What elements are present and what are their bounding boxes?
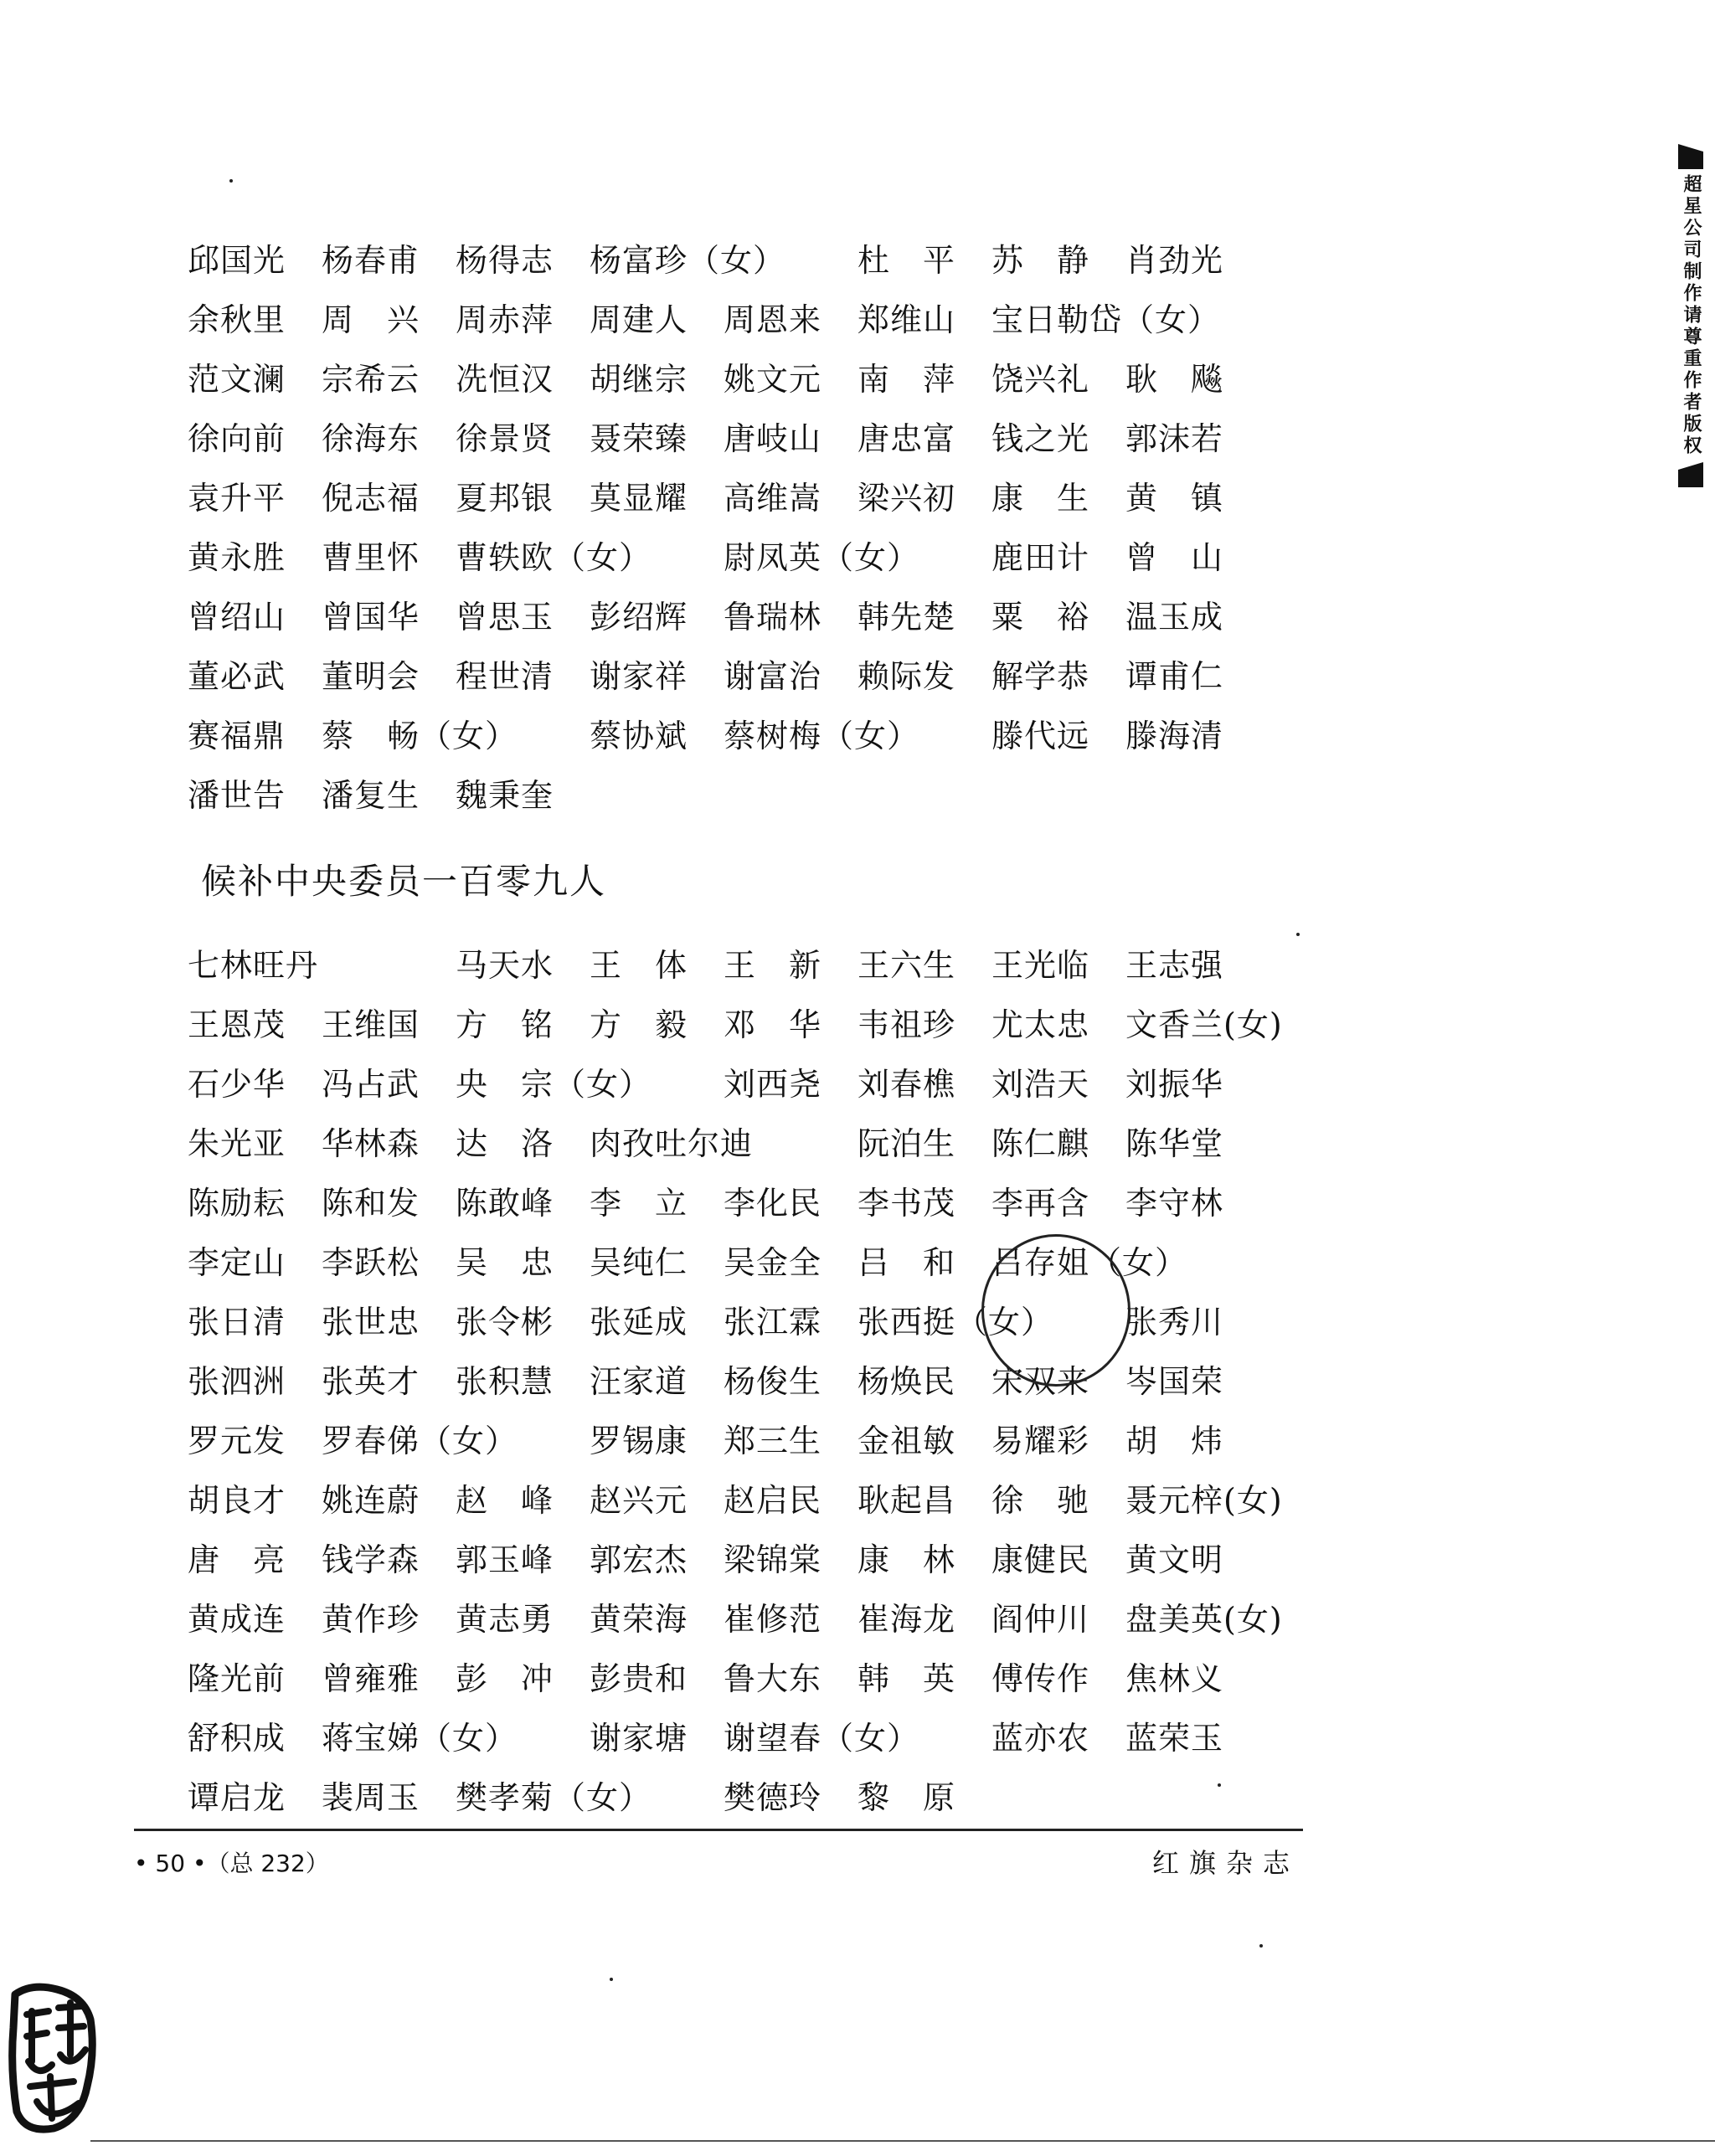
alternate-name-cell: 王恩茂 (188, 1006, 286, 1043)
scan-speck (1296, 933, 1300, 936)
alternate-name-cell: 吕存姐（女） (991, 1244, 1188, 1281)
alternate-name-cell: 徐 驰 (991, 1482, 1090, 1519)
footer-rule (134, 1829, 1303, 1831)
empty-cell (991, 766, 1125, 826)
member-name-cell: 蔡树梅（女） (724, 718, 920, 754)
scan-speck (229, 179, 233, 183)
alternate-name-cell: 焦林义 (1125, 1660, 1224, 1697)
member-name-cell: 黄永胜 (188, 539, 286, 576)
alternate-name-cell: 刘西尧 (724, 1066, 822, 1103)
member-name-cell: 袁升平 (188, 480, 286, 517)
member-name-cell: 胡继宗 (590, 361, 688, 398)
member-name-cell: 苏 静 (991, 242, 1090, 279)
member-name-cell: 粟 裕 (991, 599, 1090, 635)
alternate-name-cell: 郑三生 (724, 1423, 822, 1459)
member-name-cell: 滕海清 (1125, 718, 1224, 754)
page-number: • 50 •（总 232） (134, 1850, 329, 1877)
member-name-cell: 钱之光 (991, 420, 1090, 457)
alternate-name-cell: 冯占武 (322, 1066, 420, 1103)
alternate-name-cell: 刘振华 (1125, 1066, 1224, 1103)
member-name-cell: 徐向前 (188, 420, 286, 457)
empty-cell (858, 766, 991, 826)
alternate-name-cell: 赵兴元 (590, 1482, 688, 1519)
alternate-name-cell: 崔海龙 (858, 1601, 956, 1638)
alternate-name-cell: 罗锡康 (590, 1423, 688, 1459)
member-name-cell: 曹轶欧（女） (456, 539, 652, 576)
member-name-cell: 姚文元 (724, 361, 822, 398)
member-name-cell: 杨得志 (456, 242, 554, 279)
alternate-name-cell: 阎仲川 (991, 1601, 1090, 1638)
alternate-name-cell: 樊孝菊（女） (456, 1779, 652, 1816)
member-name-cell: 杨富珍（女） (590, 242, 786, 279)
alternate-name-cell: 石少华 (188, 1066, 286, 1103)
alternate-name-cell: 黄志勇 (456, 1601, 554, 1638)
member-name-cell: 谢家祥 (590, 658, 688, 695)
member-name-cell: 唐忠富 (858, 420, 956, 457)
member-name-cell: 周建人 (590, 301, 688, 338)
alternate-name-cell: 李 立 (590, 1185, 688, 1222)
alternate-name-cell: 吴 忠 (456, 1244, 554, 1281)
alternate-name-cell: 王 新 (724, 947, 822, 984)
alternate-name-cell: 蒋宝娣（女） (322, 1720, 518, 1757)
scan-speck (1259, 1944, 1263, 1948)
alternate-name-cell: 方 毅 (590, 1006, 688, 1043)
member-name-cell: 耿 飚 (1125, 361, 1224, 398)
alternate-name-cell: 陈敢峰 (456, 1185, 554, 1222)
member-name-cell: 程世清 (456, 658, 554, 695)
member-name-cell: 夏邦银 (456, 480, 554, 517)
alternate-name-cell: 樊德玲 (724, 1779, 822, 1816)
alternate-name-cell: 胡良才 (188, 1482, 286, 1519)
empty-cell (724, 766, 858, 826)
member-name-cell: 曾 山 (1125, 539, 1224, 576)
alternate-name-cell: 傅传作 (991, 1660, 1090, 1697)
member-name-cell: 宝日勒岱（女） (991, 301, 1221, 338)
alternate-name-cell: 胡 炜 (1125, 1423, 1224, 1459)
section-heading: 候补中央委员一百零九人 (201, 861, 607, 902)
alternate-name-cell: 李书茂 (858, 1185, 956, 1222)
member-name-cell: 唐岐山 (724, 420, 822, 457)
side-notice-text: 超星公司制作请尊重作者版权 (1681, 174, 1702, 457)
member-name-cell: 韩先楚 (858, 599, 956, 635)
alternate-name-cell: 盘美英(女) (1125, 1601, 1283, 1638)
member-name-cell: 莫显耀 (590, 480, 688, 517)
alternate-name-cell: 张英才 (322, 1363, 420, 1400)
side-bar-bottom (1678, 462, 1703, 487)
member-name-cell: 肖劲光 (1125, 242, 1224, 279)
member-name-cell: 邱国光 (188, 242, 286, 279)
alternate-name-cell: 罗元发 (188, 1423, 286, 1459)
alternate-name-cell: 韦祖珍 (858, 1006, 956, 1043)
alternate-name-cell: 张江霖 (724, 1304, 822, 1340)
alternate-name-cell: 黄成连 (188, 1601, 286, 1638)
member-name-cell: 潘世告 (188, 777, 286, 814)
member-name-cell: 倪志福 (322, 480, 420, 517)
alternate-name-cell: 张积慧 (456, 1363, 554, 1400)
alternate-name-cell: 唐 亮 (188, 1541, 286, 1578)
alternate-name-cell: 王六生 (858, 947, 956, 984)
alternate-name-cell: 陈仁麒 (991, 1125, 1090, 1162)
alternate-name-cell: 央 宗（女） (456, 1066, 652, 1103)
alternate-name-cell: 朱光亚 (188, 1125, 286, 1162)
member-name-cell: 梁兴初 (858, 480, 956, 517)
alternate-name-cell: 李化民 (724, 1185, 822, 1222)
alternate-name-cell: 郭玉峰 (456, 1541, 554, 1578)
member-name-cell: 鹿田计 (991, 539, 1090, 576)
alternate-name-cell: 吴金全 (724, 1244, 822, 1281)
member-name-cell: 郑维山 (858, 301, 956, 338)
member-name-cell: 余秋里 (188, 301, 286, 338)
alternate-name-cell: 裴周玉 (322, 1779, 420, 1816)
alternate-name-cell: 彭 冲 (456, 1660, 554, 1697)
alternate-name-cell: 刘浩天 (991, 1066, 1090, 1103)
alternate-name-cell: 康 林 (858, 1541, 956, 1578)
alternate-name-cell: 李守林 (1125, 1185, 1224, 1222)
copyright-side-notice (1676, 144, 1705, 487)
member-name-cell: 徐海东 (322, 420, 420, 457)
alternate-name-cell: 文香兰(女) (1125, 1006, 1283, 1043)
alternate-name-cell: 张延成 (590, 1304, 688, 1340)
alternate-name-cell: 黄作珍 (322, 1601, 420, 1638)
member-name-cell: 蔡 畅（女） (322, 718, 518, 754)
member-name-cell: 曾绍山 (188, 599, 286, 635)
member-name-cell: 聂荣臻 (590, 420, 688, 457)
alternate-name-cell: 王 体 (590, 947, 688, 984)
alternate-name-cell: 杨焕民 (858, 1363, 956, 1400)
alternate-name-cell: 马天水 (456, 947, 554, 984)
alternate-name-cell: 蓝荣玉 (1125, 1720, 1224, 1757)
alternate-name-cell: 张西挺（女） (858, 1304, 1054, 1340)
alternate-name-cell: 崔修范 (724, 1601, 822, 1638)
alternate-name-cell: 达 洛 (456, 1125, 554, 1162)
member-name-cell: 董必武 (188, 658, 286, 695)
scan-speck (610, 1978, 613, 1981)
alternate-name-cell: 肉孜吐尔迪 (590, 1125, 754, 1162)
member-name-cell: 南 萍 (858, 361, 956, 398)
member-name-cell: 蔡协斌 (590, 718, 688, 754)
member-name-cell: 冼恒汉 (456, 361, 554, 398)
member-name-cell: 郭沫若 (1125, 420, 1224, 457)
alternate-name-cell: 吴纯仁 (590, 1244, 688, 1281)
alternate-name-cell: 方 铭 (456, 1006, 554, 1043)
alternate-name-cell: 尤太忠 (991, 1006, 1090, 1043)
member-name-cell: 杜 平 (858, 242, 956, 279)
alternate-name-cell: 赵 峰 (456, 1482, 554, 1519)
member-name-cell: 魏秉奎 (456, 777, 554, 814)
member-name-cell: 曹里怀 (322, 539, 420, 576)
alternate-name-cell: 邓 华 (724, 1006, 822, 1043)
alternate-name-cell: 张世忠 (322, 1304, 420, 1340)
alternate-name-cell: 汪家道 (590, 1363, 688, 1400)
alternate-name-cell: 张日清 (188, 1304, 286, 1340)
alternate-name-cell: 舒积成 (188, 1720, 286, 1757)
scan-bottom-rule (90, 2140, 1715, 2142)
alternate-name-cell: 隆光前 (188, 1660, 286, 1697)
alternate-name-cell: 李定山 (188, 1244, 286, 1281)
alternate-name-cell: 谭启龙 (188, 1779, 286, 1816)
alternate-name-cell: 耿起昌 (858, 1482, 956, 1519)
alternate-name-cell: 阮泊生 (858, 1125, 956, 1162)
member-name-cell: 赖际发 (858, 658, 956, 695)
member-name-cell: 解学恭 (991, 658, 1090, 695)
member-name-cell: 周赤萍 (456, 301, 554, 338)
alternate-name-cell: 王光临 (991, 947, 1090, 984)
alternate-name-cell: 姚连蔚 (322, 1482, 420, 1519)
member-name-cell: 彭绍辉 (590, 599, 688, 635)
alternate-name-cell: 蓝亦农 (991, 1720, 1090, 1757)
alternate-name-cell: 易耀彩 (991, 1423, 1090, 1459)
empty-cell (1125, 766, 1259, 826)
side-bar-top (1678, 144, 1703, 169)
member-name-cell: 鲁瑞林 (724, 599, 822, 635)
empty-cell (1125, 1768, 1259, 1828)
member-name-cell: 滕代远 (991, 718, 1090, 754)
member-name-cell: 高维嵩 (724, 480, 822, 517)
alternate-name-cell: 李再含 (991, 1185, 1090, 1222)
alternate-name-cell: 宋双来 (991, 1363, 1090, 1400)
alternates-grid (188, 936, 1326, 1828)
alternate-name-cell: 郭宏杰 (590, 1541, 688, 1578)
alternate-name-cell: 刘春樵 (858, 1066, 956, 1103)
member-name-cell: 曾国华 (322, 599, 420, 635)
member-name-cell: 杨春甫 (322, 242, 420, 279)
member-name-cell: 宗希云 (322, 361, 420, 398)
ink-circle-mark (981, 1234, 1130, 1387)
journal-name: 红旗杂志 (1152, 1847, 1300, 1879)
alternate-name-cell: 陈华堂 (1125, 1125, 1224, 1162)
alternate-name-cell: 梁锦棠 (724, 1541, 822, 1578)
alternate-name-cell: 七林旺丹 (188, 947, 319, 984)
member-name-cell: 潘复生 (322, 777, 420, 814)
alternate-name-cell: 黎 原 (858, 1779, 956, 1816)
member-name-cell: 谢富治 (724, 658, 822, 695)
alternate-name-cell: 谢家塘 (590, 1720, 688, 1757)
member-name-cell: 范文澜 (188, 361, 286, 398)
member-name-cell: 赛福鼎 (188, 718, 286, 754)
alternate-name-cell: 鲁大东 (724, 1660, 822, 1697)
alternate-name-cell: 王志强 (1125, 947, 1224, 984)
scan-speck (1218, 1783, 1221, 1787)
alternate-name-cell: 罗春俤（女） (322, 1423, 518, 1459)
alternate-name-cell: 曾雍雅 (322, 1660, 420, 1697)
alternate-name-cell: 聂元梓(女) (1125, 1482, 1283, 1519)
alternate-name-cell: 陈励耘 (188, 1185, 286, 1222)
alternate-name-cell: 吕 和 (858, 1244, 956, 1281)
member-name-cell: 董明会 (322, 658, 420, 695)
member-name-cell: 康 生 (991, 480, 1090, 517)
alternate-name-cell: 康健民 (991, 1541, 1090, 1578)
alternate-name-cell: 华林森 (322, 1125, 420, 1162)
member-name-cell: 周恩来 (724, 301, 822, 338)
alternate-name-cell: 张令彬 (456, 1304, 554, 1340)
alternate-name-cell: 黄文明 (1125, 1541, 1224, 1578)
seal-stamp-icon (7, 1978, 102, 2137)
alternate-name-cell: 彭贵和 (590, 1660, 688, 1697)
alternate-name-cell: 金祖敏 (858, 1423, 956, 1459)
alternate-name-cell: 谢望春（女） (724, 1720, 920, 1757)
alternate-name-cell: 钱学森 (322, 1541, 420, 1578)
alternate-name-cell: 杨俊生 (724, 1363, 822, 1400)
member-name-cell: 黄 镇 (1125, 480, 1224, 517)
alternate-name-cell: 赵启民 (724, 1482, 822, 1519)
member-name-cell: 周 兴 (322, 301, 420, 338)
alternate-name-cell: 陈和发 (322, 1185, 420, 1222)
member-name-cell: 曾思玉 (456, 599, 554, 635)
members-grid (188, 231, 1326, 826)
alternate-name-cell: 李跃松 (322, 1244, 420, 1281)
member-name-cell: 温玉成 (1125, 599, 1224, 635)
alternate-name-cell: 韩 英 (858, 1660, 956, 1697)
member-name-cell: 饶兴礼 (991, 361, 1090, 398)
alternate-name-cell: 张秀川 (1125, 1304, 1224, 1340)
alternate-name-cell: 岑国荣 (1125, 1363, 1224, 1400)
alternate-name-cell: 张泗洲 (188, 1363, 286, 1400)
member-name-cell: 谭甫仁 (1125, 658, 1224, 695)
alternate-name-cell: 黄荣海 (590, 1601, 688, 1638)
member-name-cell: 徐景贤 (456, 420, 554, 457)
alternate-name-cell: 王维国 (322, 1006, 420, 1043)
member-name-cell: 尉凤英（女） (724, 539, 920, 576)
